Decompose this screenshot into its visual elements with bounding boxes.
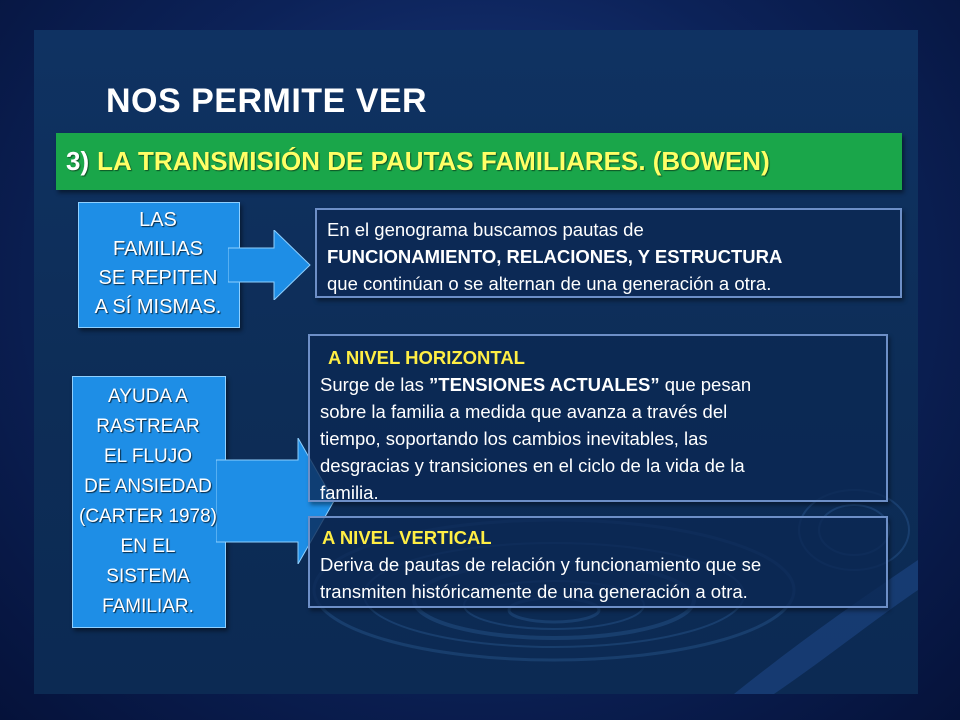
section-title: LA TRANSMISIÓN DE PAUTAS FAMILIARES. (BOWEN) — [97, 146, 770, 176]
arrow-callout-families — [74, 202, 320, 328]
callout-line: FAMILIAS — [112, 238, 204, 260]
text-emphasis: ”TENSIONES ACTUALES” — [429, 374, 660, 395]
callout-line: SISTEMA — [106, 566, 190, 587]
callout-line: A SÍ MISMAS. — [94, 296, 222, 318]
box-line: transmiten históricamente de una generación a otra. — [320, 581, 748, 602]
vertical-level-box — [308, 516, 888, 608]
box-line: tiempo, soportando los cambios inevitables, las — [320, 428, 708, 449]
box-line: desgracias y transiciones en el ciclo de la vida de la — [320, 455, 745, 476]
slide — [34, 30, 918, 694]
callout-line: FAMILIAR. — [102, 596, 194, 617]
arrow-callout-anxiety — [68, 376, 308, 630]
callout-line: LAS — [139, 209, 177, 231]
callout-line: SE REPITEN — [98, 267, 218, 289]
box-line: que continúan o se alternan de una generación a otra. — [327, 273, 772, 294]
horizontal-level-first-line — [320, 371, 876, 398]
box-line: familia. — [320, 482, 379, 503]
genogram-patterns-box — [315, 208, 902, 298]
slide-title: NOS PERMITE VER — [106, 82, 428, 120]
text-suffix: que pesan — [659, 374, 752, 395]
vertical-level-heading: A NIVEL VERTICAL — [322, 527, 492, 548]
box-line-bold: FUNCIONAMIENTO, RELACIONES, Y ESTRUCTURA — [327, 246, 783, 267]
callout-line: (CARTER 1978) — [79, 506, 217, 527]
box-line: sobre la familia a medida que avanza a través del — [320, 401, 728, 422]
horizontal-level-box — [308, 334, 888, 502]
callout-line: RASTREAR — [96, 416, 200, 437]
horizontal-level-heading: A NIVEL HORIZONTAL — [328, 347, 525, 368]
callout-line: AYUDA A — [108, 386, 188, 407]
box-line: En el genograma buscamos pautas de — [327, 219, 644, 240]
box-line: Deriva de pautas de relación y funcionamiento que se — [320, 554, 762, 575]
callout-line: EN EL — [120, 536, 176, 557]
text-prefix: Surge de las — [320, 374, 430, 395]
callout-line: EL FLUJO — [104, 446, 192, 467]
section-number: 3) — [66, 146, 90, 176]
callout-line: DE ANSIEDAD — [84, 476, 212, 497]
section-heading-band — [56, 133, 902, 190]
callout-label — [68, 382, 228, 622]
callout-label — [74, 206, 242, 322]
